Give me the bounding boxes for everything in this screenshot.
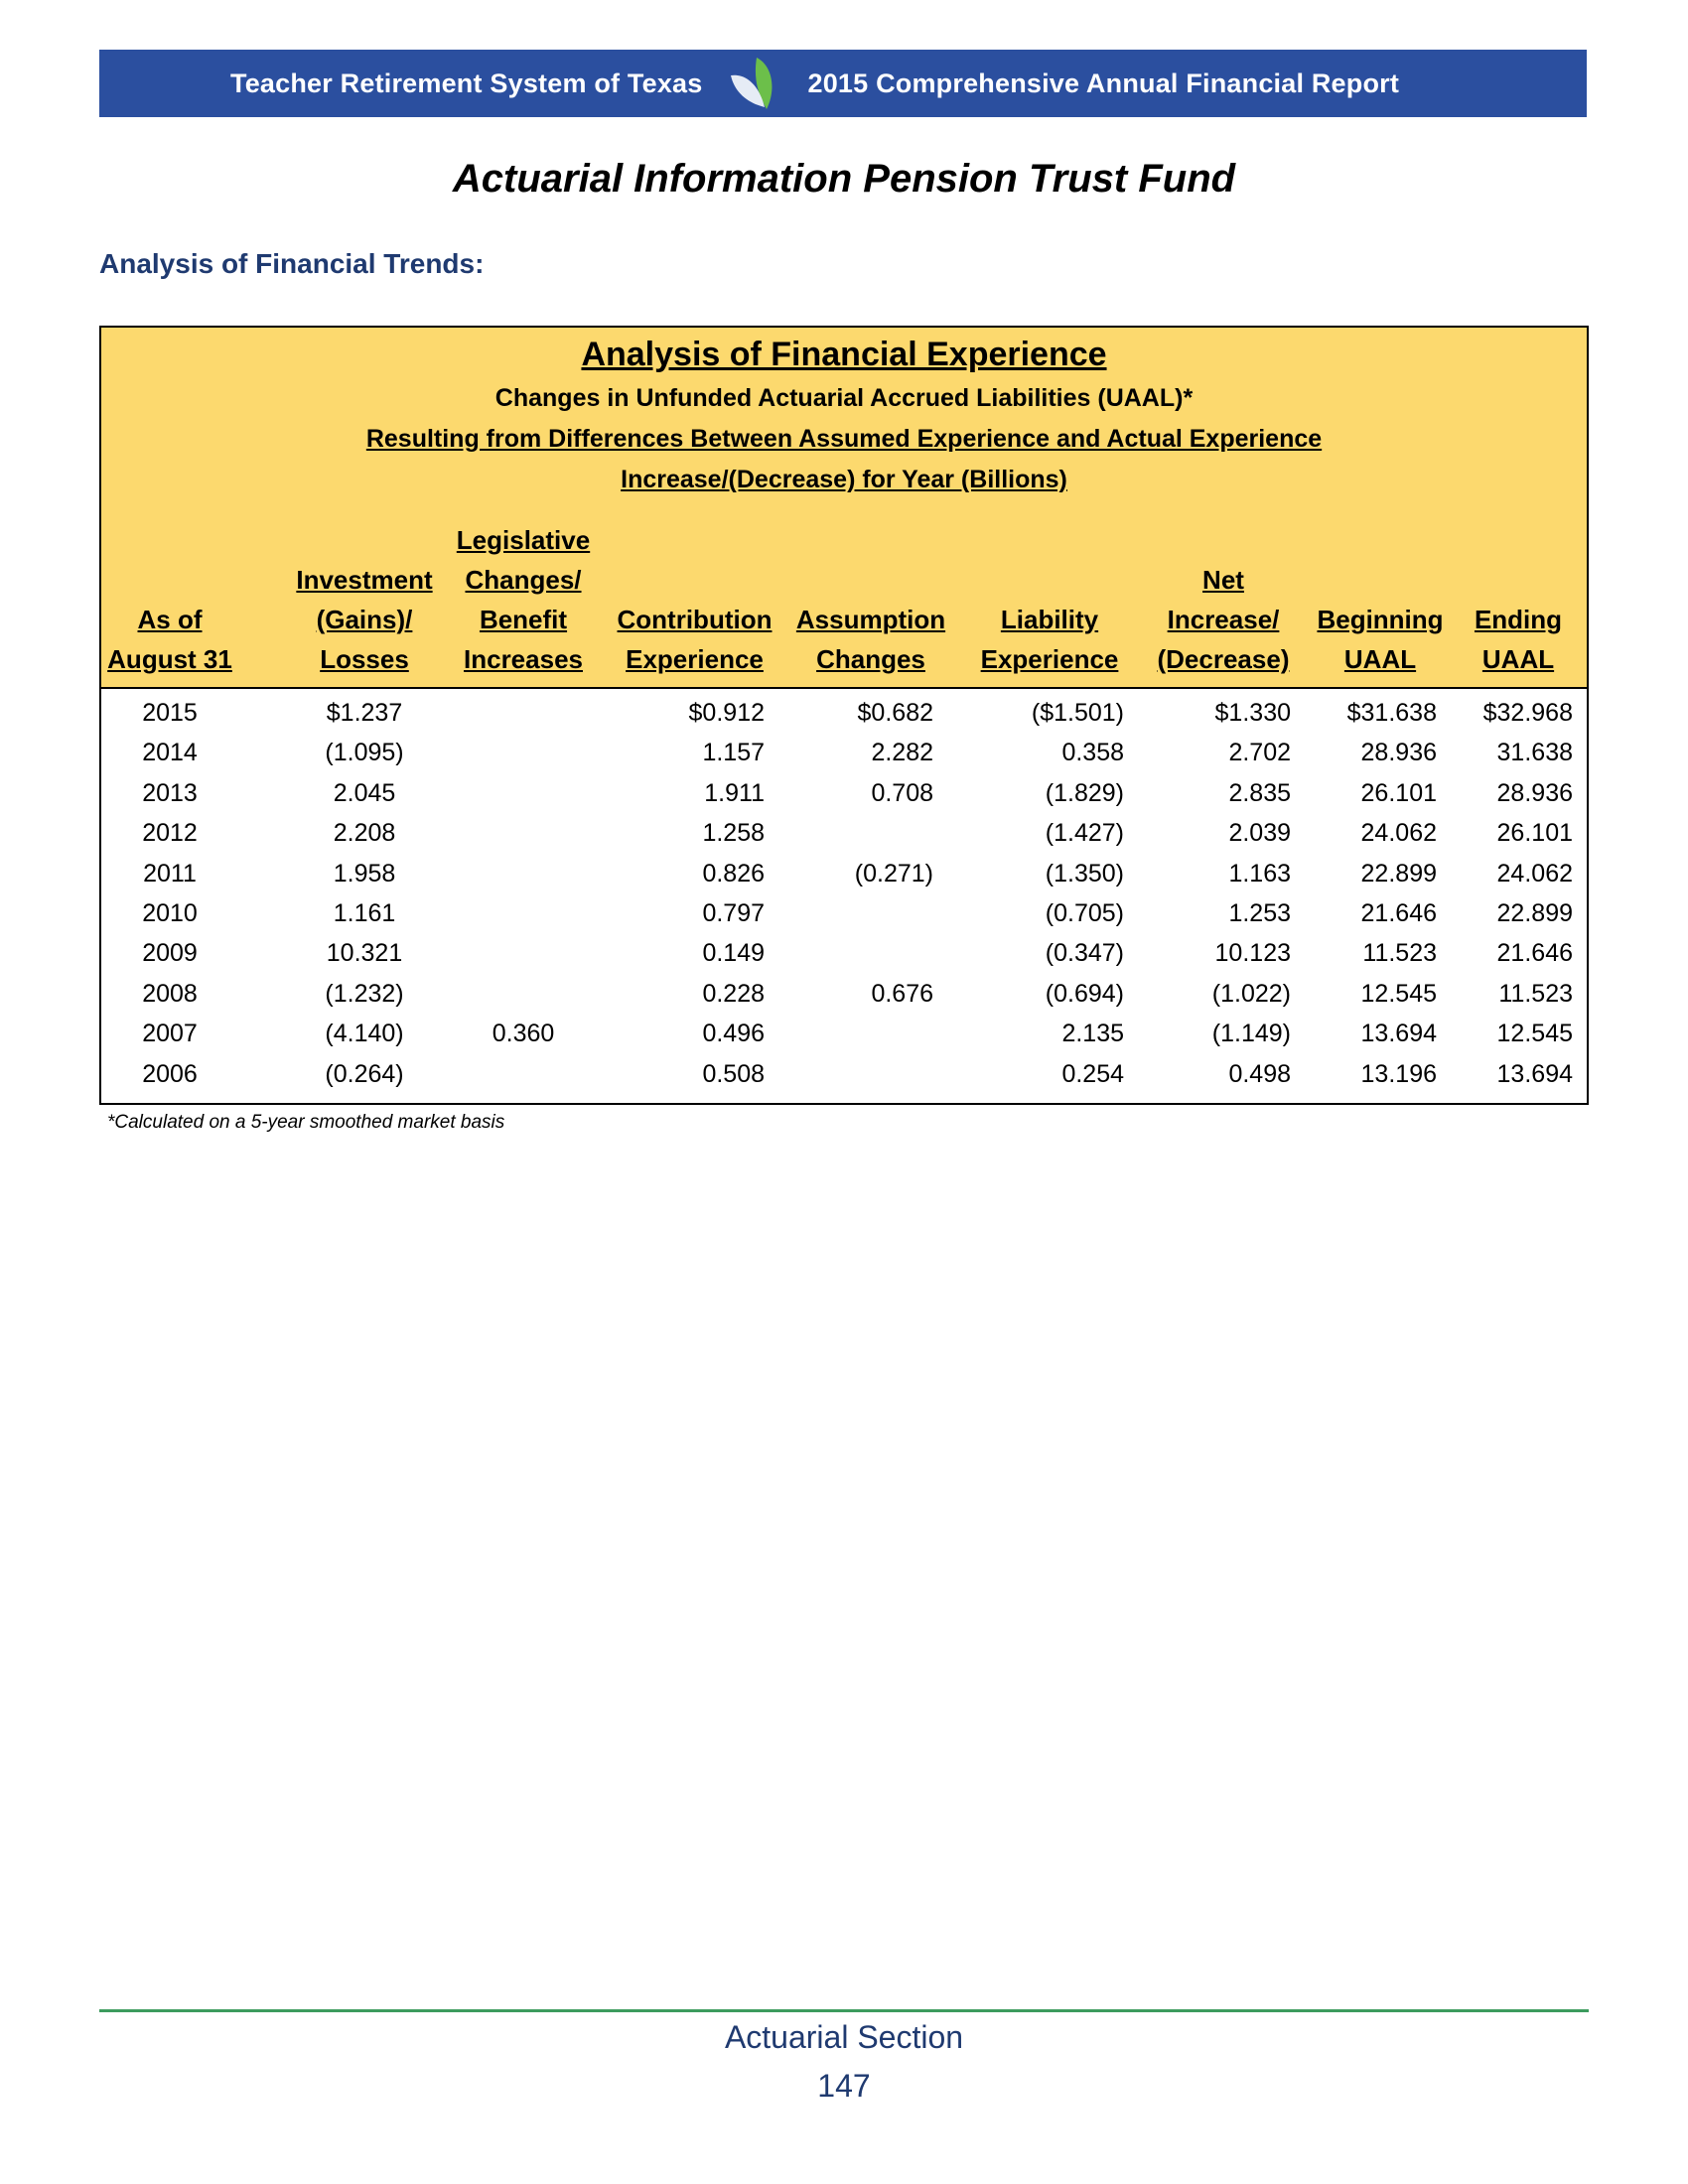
cell-investment: (1.095)	[325, 739, 404, 767]
column-header-investment: Investment (Gains)/ Losses	[296, 565, 433, 674]
cell-contribution: 0.797	[702, 898, 765, 927]
cell-net: 10.123	[1214, 939, 1291, 968]
cell-liability: ($1.501)	[1031, 699, 1124, 727]
cell-ending-uaal: 11.523	[1498, 979, 1573, 1008]
cell-liability: (1.829)	[1045, 778, 1124, 807]
table-row	[101, 733, 1587, 772]
cell-year: 2012	[142, 819, 198, 848]
table-title: Analysis of Financial Experience	[581, 336, 1107, 373]
cell-net: (1.149)	[1211, 1020, 1291, 1048]
cell-contribution: 0.826	[702, 859, 765, 887]
cell-contribution: 1.258	[702, 819, 765, 848]
cell-ending-uaal: 24.062	[1496, 859, 1573, 887]
table-body	[101, 693, 1587, 1094]
table-row	[101, 933, 1587, 973]
report-banner	[99, 50, 1587, 117]
cell-liability: 2.135	[1061, 1020, 1124, 1048]
cell-investment: 1.161	[333, 898, 396, 927]
cell-liability: 0.358	[1061, 739, 1124, 767]
cell-beginning-uaal: $31.638	[1346, 699, 1437, 727]
cell-ending-uaal: 31.638	[1496, 739, 1573, 767]
cell-ending-uaal: $32.968	[1482, 699, 1573, 727]
cell-year: 2013	[142, 778, 198, 807]
cell-net: 2.835	[1228, 778, 1291, 807]
leaf-icon	[727, 54, 782, 113]
cell-ending-uaal: 26.101	[1496, 819, 1573, 848]
column-header-as-of: As of August 31	[107, 605, 232, 674]
section-heading: Analysis of Financial Trends:	[99, 248, 485, 279]
cell-beginning-uaal: 11.523	[1362, 939, 1437, 968]
cell-legislative: 0.360	[492, 1020, 555, 1048]
cell-assumption: 0.708	[871, 778, 933, 807]
cell-investment: (0.264)	[325, 1059, 404, 1088]
cell-year: 2011	[143, 859, 197, 887]
column-header-liability: Liability Experience	[980, 605, 1119, 674]
cell-investment: 10.321	[326, 939, 403, 968]
banner-organization: Teacher Retirement System of Texas	[230, 68, 703, 98]
table-row	[101, 693, 1587, 733]
cell-net: 2.039	[1228, 819, 1291, 848]
table-subtitle: Increase/(Decrease) for Year (Billions)	[621, 466, 1067, 493]
cell-liability: 0.254	[1061, 1059, 1124, 1088]
footer-rule	[99, 2009, 1589, 2012]
table-row	[101, 773, 1587, 813]
banner-report-title: 2015 Comprehensive Annual Financial Report	[807, 68, 1400, 98]
cell-contribution: 0.149	[702, 939, 765, 968]
cell-net: (1.022)	[1211, 979, 1291, 1008]
cell-net: 2.702	[1228, 739, 1291, 767]
cell-investment: 2.208	[333, 819, 396, 848]
cell-beginning-uaal: 21.646	[1360, 898, 1437, 927]
cell-beginning-uaal: 13.694	[1360, 1020, 1437, 1048]
cell-investment: (1.232)	[325, 979, 404, 1008]
footer-section-name: Actuarial Section	[724, 2019, 964, 2055]
cell-ending-uaal: 21.646	[1496, 939, 1573, 968]
table-row	[101, 1014, 1587, 1053]
table-row	[101, 893, 1587, 933]
cell-beginning-uaal: 22.899	[1360, 859, 1437, 887]
cell-assumption: (0.271)	[854, 859, 933, 887]
cell-year: 2009	[142, 939, 198, 968]
cell-ending-uaal: 13.694	[1496, 1059, 1573, 1088]
column-header-legislative: Legislative Changes/ Benefit Increases	[456, 525, 591, 674]
column-header-assumption: Assumption Changes	[795, 605, 946, 674]
table-header	[101, 328, 1587, 689]
cell-liability: (1.427)	[1045, 819, 1124, 848]
column-header-contribution: Contribution Experience	[617, 605, 773, 674]
column-header-net: Net Increase/ (Decrease)	[1157, 565, 1290, 674]
cell-liability: (0.347)	[1045, 939, 1124, 968]
table-row	[101, 854, 1587, 893]
cell-beginning-uaal: 26.101	[1360, 778, 1437, 807]
cell-year: 2015	[142, 699, 198, 727]
cell-year: 2008	[142, 979, 198, 1008]
cell-contribution: 1.157	[702, 739, 765, 767]
page-title: Actuarial Information Pension Trust Fund	[452, 157, 1236, 201]
cell-assumption: 2.282	[871, 739, 933, 767]
cell-contribution: 0.228	[702, 979, 765, 1008]
cell-contribution: $0.912	[688, 699, 765, 727]
cell-liability: (0.705)	[1045, 898, 1124, 927]
cell-year: 2014	[142, 739, 198, 767]
table-subtitle: Resulting from Differences Between Assumed Experience and Actual Experience	[365, 425, 1323, 453]
cell-investment: $1.237	[326, 699, 403, 727]
cell-net: 1.253	[1228, 898, 1291, 927]
footnote: *Calculated on a 5-year smoothed market basis	[107, 1112, 505, 1133]
cell-investment: (4.140)	[325, 1020, 404, 1048]
cell-assumption: 0.676	[871, 979, 933, 1008]
table-subtitle: Changes in Unfunded Actuarial Accrued Liabilities (UAAL)*	[494, 384, 1194, 412]
table-row	[101, 974, 1587, 1014]
cell-ending-uaal: 22.899	[1496, 898, 1573, 927]
cell-year: 2006	[142, 1059, 198, 1088]
cell-ending-uaal: 12.545	[1496, 1020, 1573, 1048]
cell-year: 2007	[142, 1020, 198, 1048]
cell-contribution: 0.496	[702, 1020, 765, 1048]
financial-experience-table	[99, 326, 1589, 1105]
cell-year: 2010	[142, 898, 198, 927]
cell-beginning-uaal: 28.936	[1360, 739, 1437, 767]
cell-beginning-uaal: 12.545	[1360, 979, 1437, 1008]
cell-liability: (0.694)	[1045, 979, 1124, 1008]
cell-beginning-uaal: 13.196	[1360, 1059, 1437, 1088]
cell-investment: 1.958	[333, 859, 396, 887]
table-row	[101, 1054, 1587, 1094]
cell-liability: (1.350)	[1045, 859, 1124, 887]
cell-investment: 2.045	[333, 778, 396, 807]
cell-net: $1.330	[1214, 699, 1291, 727]
column-header-ending: Ending UAAL	[1474, 605, 1563, 674]
cell-assumption: $0.682	[857, 699, 933, 727]
column-header-beginning: Beginning UAAL	[1317, 605, 1444, 674]
table-row	[101, 813, 1587, 853]
cell-contribution: 1.911	[704, 778, 765, 807]
cell-net: 1.163	[1228, 859, 1291, 887]
cell-net: 0.498	[1228, 1059, 1291, 1088]
cell-contribution: 0.508	[702, 1059, 765, 1088]
page-number: 147	[817, 2068, 871, 2104]
cell-beginning-uaal: 24.062	[1360, 819, 1437, 848]
cell-ending-uaal: 28.936	[1496, 778, 1573, 807]
